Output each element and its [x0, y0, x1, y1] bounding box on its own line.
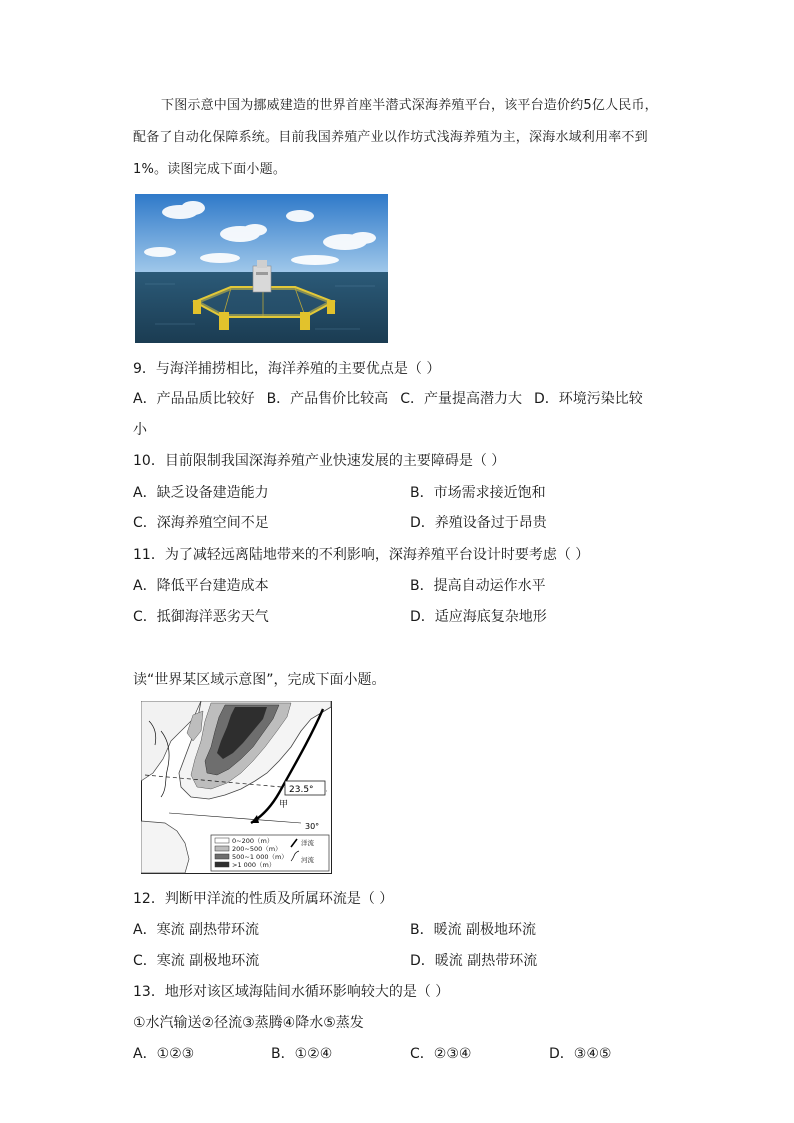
- question-9-options: [133, 389, 643, 409]
- q10-option-b[interactable]: B．市场需求接近饱和: [410, 485, 546, 501]
- question-11-stem: 11．为了减轻远离陆地带来的不利影响，深海养殖平台设计时要考虑（ ）: [133, 547, 590, 563]
- q13-option-b[interactable]: B．①②④: [271, 1046, 333, 1062]
- aquaculture-platform-photo: [135, 194, 388, 343]
- q9-option-d[interactable]: D．环境污染比较: [533, 391, 643, 407]
- q9-option-d-wrap: 小: [133, 422, 147, 438]
- legend-200-500: 200~500（m）: [232, 845, 282, 853]
- question-13-stem: 13．地形对该区域海陆间水循环影响较大的是（ ）: [133, 984, 450, 1000]
- q11-option-d[interactable]: D．适应海底复杂地形: [410, 609, 547, 625]
- question-9-stem: 9．与海洋捕捞相比，海洋养殖的主要优点是（ ）: [133, 361, 441, 377]
- legend-over-1000: >1 000（m）: [232, 861, 276, 869]
- legend-0-200: 0~200（m）: [232, 837, 274, 845]
- world-region-map: [141, 701, 332, 874]
- latitude-30-label: 30°: [305, 822, 320, 831]
- legend-500-1000: 500~1 000（m）: [232, 853, 288, 861]
- q9-option-c[interactable]: C．产量提高潜力大: [400, 391, 522, 407]
- q12-option-d[interactable]: D．暖流 副热带环流: [410, 953, 538, 969]
- q13-option-c[interactable]: C．②③④: [410, 1046, 472, 1062]
- legend-current: 洋流: [301, 839, 314, 847]
- intro-paragraph-platform: [133, 90, 661, 186]
- q12-option-b[interactable]: B．暖流 副极地环流: [410, 922, 537, 938]
- q11-option-c[interactable]: C．抵御海洋恶劣天气: [133, 609, 269, 625]
- question-12-stem: 12．判断甲洋流的性质及所属环流是（ ）: [133, 891, 394, 907]
- intro-paragraph-region-map: 读“世界某区域示意图”，完成下面小题。: [133, 672, 386, 688]
- q12-option-a[interactable]: A．寒流 副热带环流: [133, 922, 260, 938]
- q10-option-a[interactable]: A．缺乏设备建造能力: [133, 485, 269, 501]
- q12-option-c[interactable]: C．寒流 副极地环流: [133, 953, 260, 969]
- question-13-items: ①水汽输送②径流③蒸腾④降水⑤蒸发: [133, 1015, 364, 1031]
- q13-option-a[interactable]: A．①②③: [133, 1046, 195, 1062]
- q13-option-d[interactable]: D．③④⑤: [549, 1046, 612, 1062]
- intro-text: 下图示意中国为挪威建造的世界首座半潜式深海养殖平台，该平台造价约5亿人民币，配备了自动化保障系统。目前我国养殖产业以作坊式浅海养殖为主，深海水域利用率不到1%。读图完成下面小题。: [133, 98, 658, 177]
- q9-option-a[interactable]: A．产品品质比较好: [133, 391, 255, 407]
- q10-option-d[interactable]: D．养殖设备过于昂贵: [410, 515, 547, 531]
- q11-option-b[interactable]: B．提高自动运作水平: [410, 578, 546, 594]
- q11-option-a[interactable]: A．降低平台建造成本: [133, 578, 269, 594]
- question-10-stem: 10．目前限制我国深海养殖产业快速发展的主要障碍是（ ）: [133, 453, 506, 469]
- q9-option-b[interactable]: B．产品售价比较高: [266, 391, 389, 407]
- legend-river: 河流: [301, 856, 314, 864]
- latitude-23-5-label: 23.5°: [289, 785, 314, 795]
- current-jia-label: 甲: [279, 800, 289, 810]
- q10-option-c[interactable]: C．深海养殖空间不足: [133, 515, 269, 531]
